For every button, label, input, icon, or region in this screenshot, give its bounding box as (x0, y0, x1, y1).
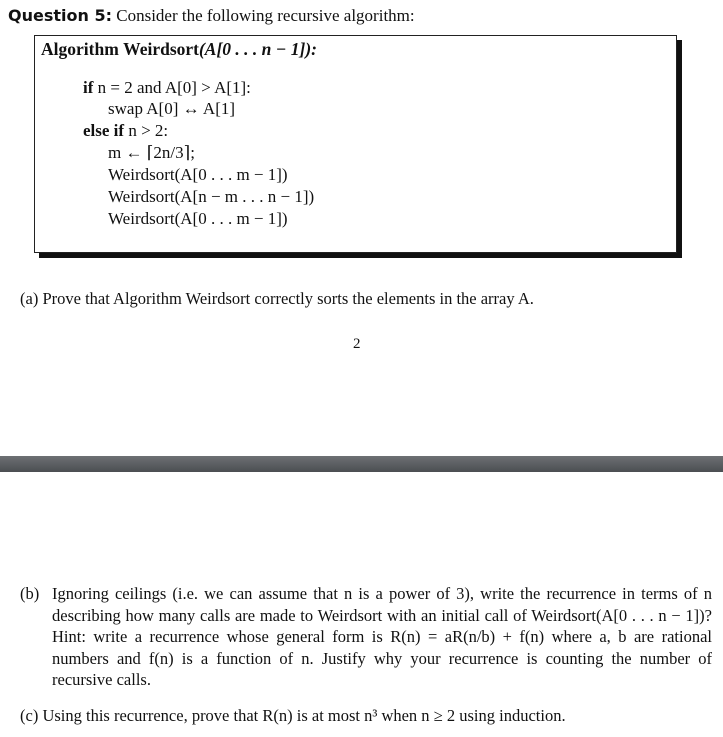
part-c-text: Using this recurrence, prove that R(n) is at most n³ when n ≥ 2 using induction. (42, 706, 566, 725)
code-line-5 (108, 165, 288, 185)
algorithm-box (34, 35, 677, 253)
algorithm-signature: (A[0 . . . n − 1]): (198, 39, 318, 59)
code-line-4 (108, 143, 195, 163)
question-text: Consider the following recursive algorithm: (116, 6, 415, 25)
part-a-text: Prove that Algorithm Weirdsort correctly sorts the elements in the array A. (42, 289, 534, 308)
code-line-7-text: Weirdsort(A[0 . . . m − 1]) (108, 209, 288, 228)
code-line-1 (83, 78, 251, 98)
algorithm-heading-word: Algorithm (41, 39, 119, 59)
code-line-3 (83, 121, 168, 141)
code-keyword-if: if (83, 78, 94, 97)
code-line-6-text: Weirdsort(A[n − m . . . n − 1]) (108, 187, 315, 206)
code-line-7 (108, 209, 288, 229)
code-line-3-text: n > 2: (128, 121, 169, 140)
code-line-2-text: swap A[0] ↔ A[1] (108, 99, 236, 118)
page-divider (0, 456, 723, 472)
part-b-label: (b) (20, 584, 40, 603)
part-c (20, 705, 566, 727)
code-keyword-else-if: else if (83, 121, 125, 140)
algorithm-title (41, 39, 317, 60)
code-line-6 (108, 187, 314, 207)
page-number: 2 (353, 336, 361, 352)
question-heading (8, 6, 415, 26)
part-b-text: Ignoring ceilings (i.e. we can assume that n is a power of 3), write the recurrence in terms of n describing how many calls are made to Weirdsort with an initial call of Weirdsort(A[0 . . . n − 1])? Hint: write a recurrence whose general form is R(n) = aR(n/b) + f(n) where a, b are rational numbers and f(n) is a function of n. Justify why your recurrence is counting the number of recursive calls. (52, 584, 712, 690)
code-line-1-text: n = 2 and A[0] > A[1]: (97, 78, 251, 97)
part-c-label: (c) (20, 706, 39, 725)
question-label: Question 5: (8, 6, 112, 25)
code-line-2 (108, 99, 235, 119)
part-a-label: (a) (20, 289, 39, 308)
code-line-5-text: Weirdsort(A[0 . . . m − 1]) (108, 165, 288, 184)
part-a (20, 289, 534, 309)
algorithm-name: Weirdsort (123, 39, 199, 59)
code-line-4-text: m ← ⌈2n/3⌉; (108, 143, 195, 162)
